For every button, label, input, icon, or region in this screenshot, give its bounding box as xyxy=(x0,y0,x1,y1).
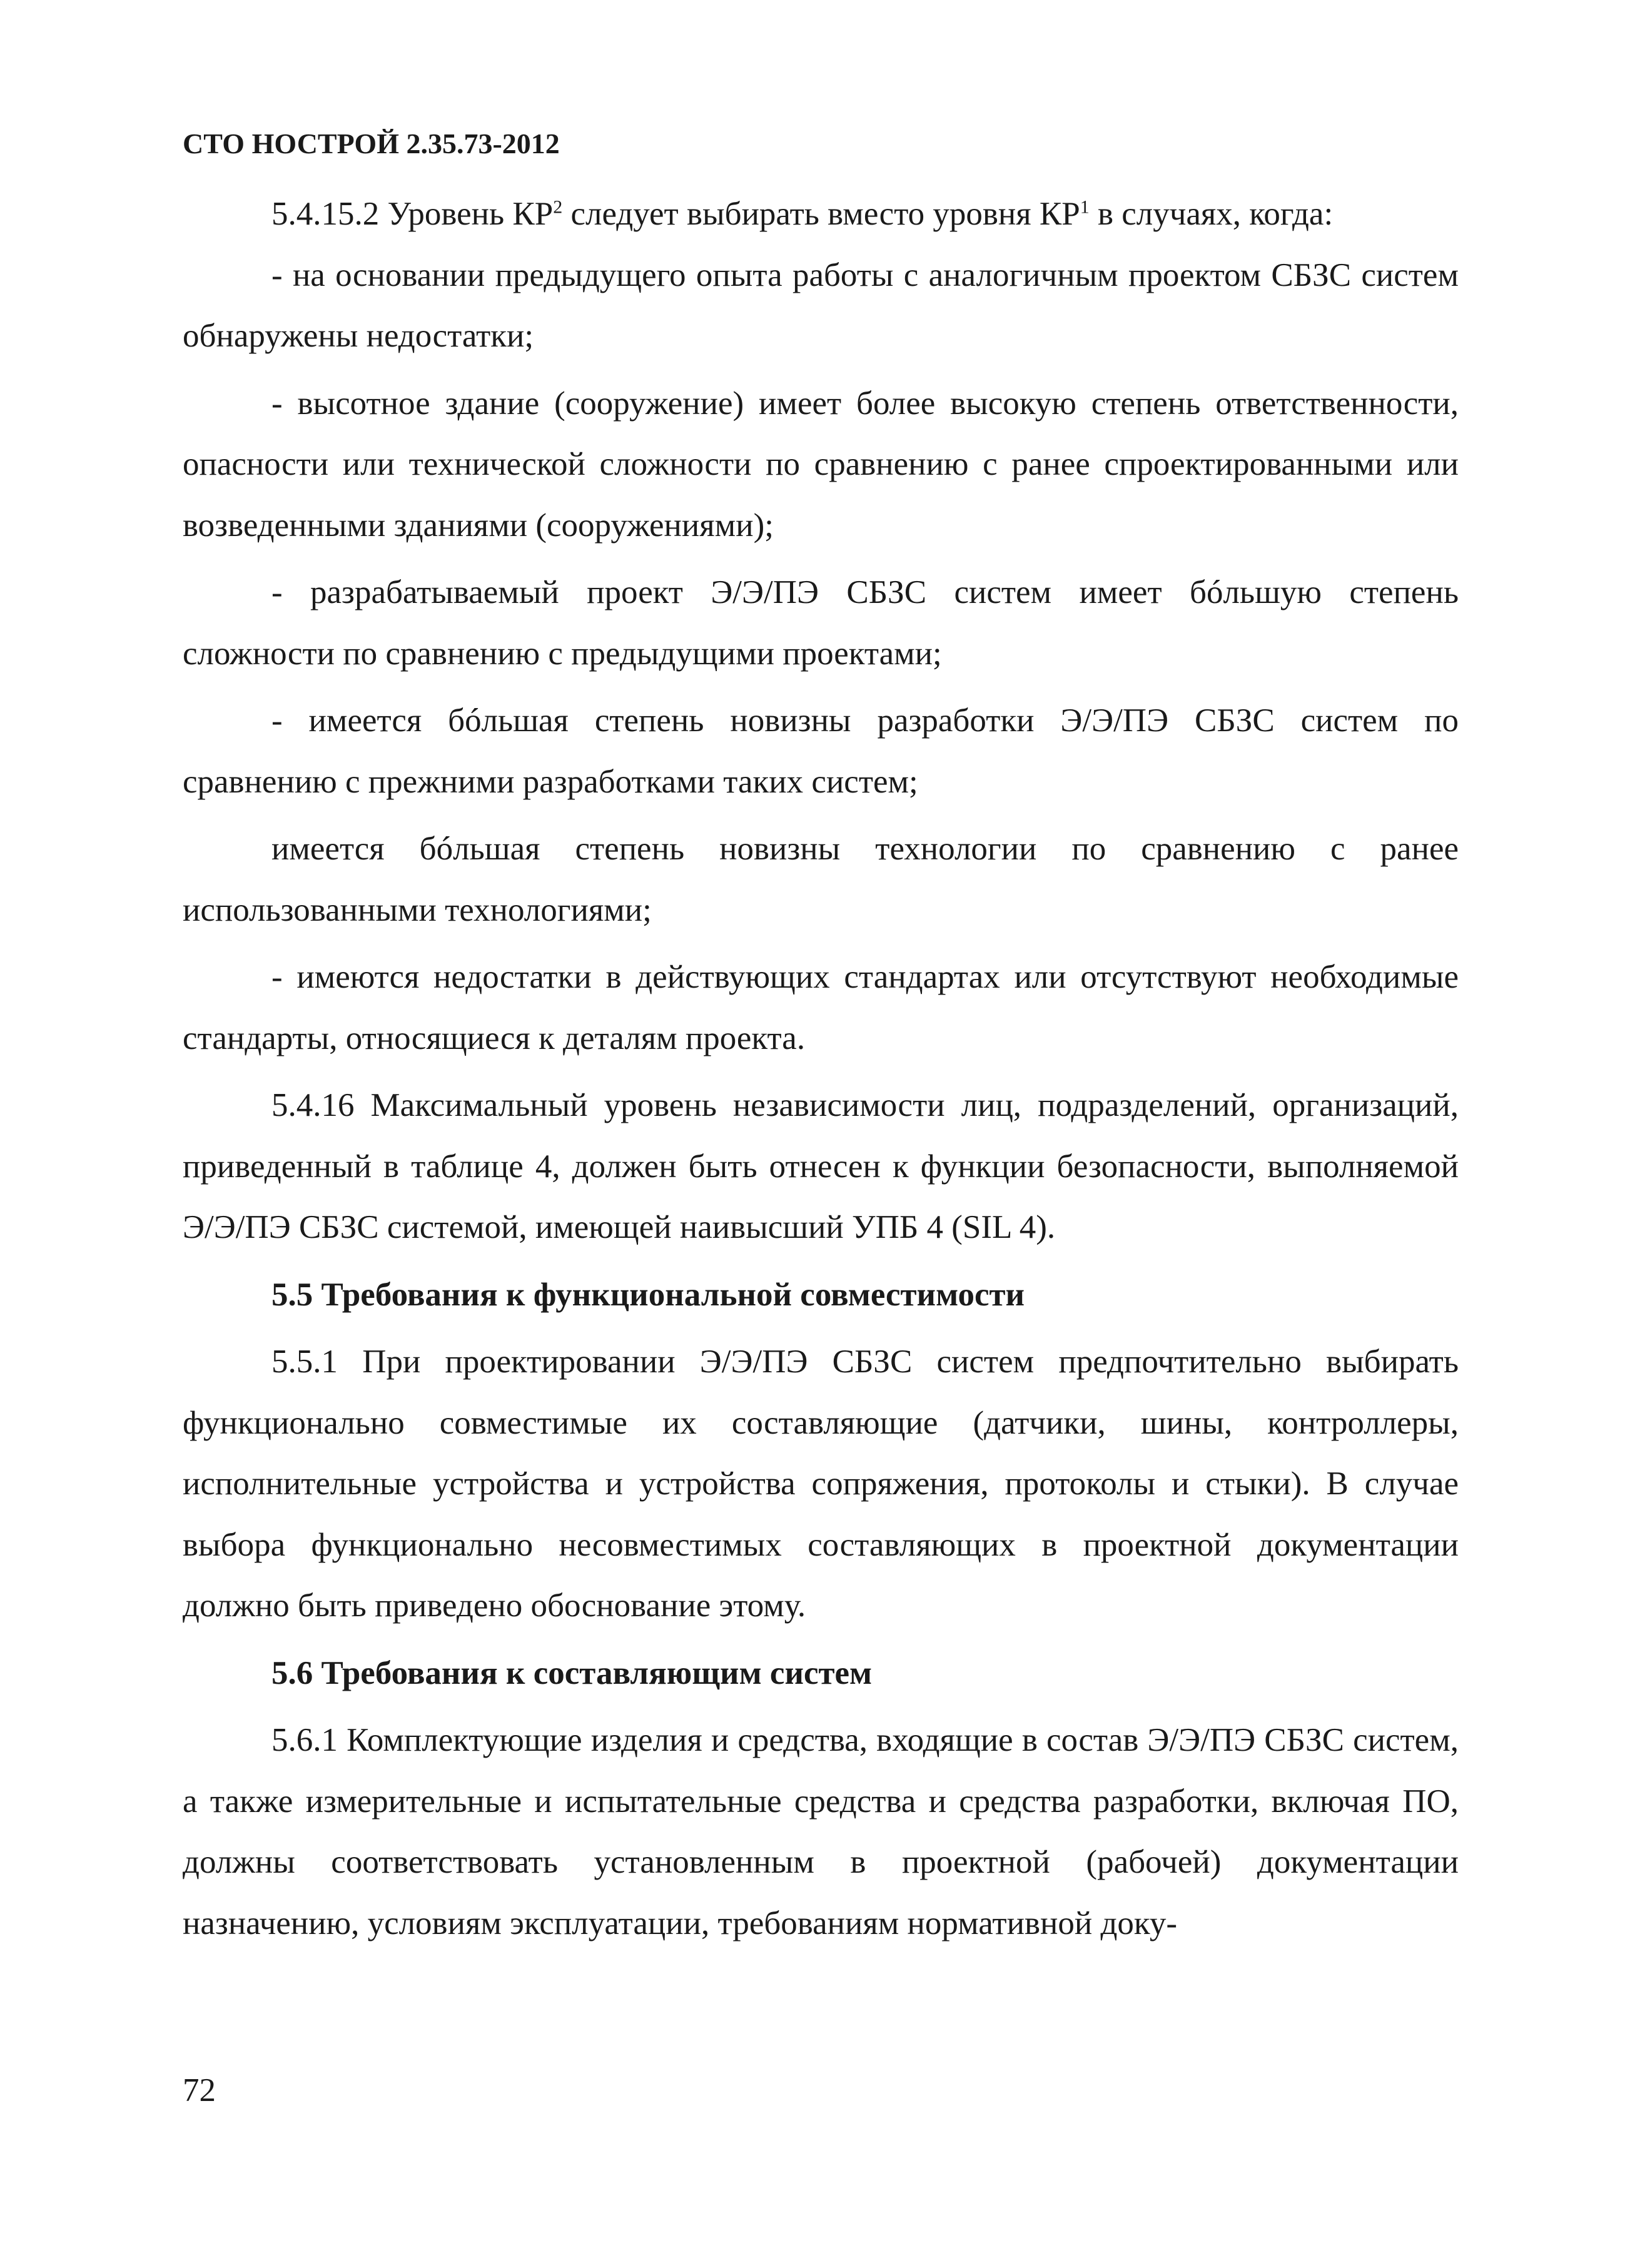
paragraph-5-5-1: 5.5.1 При проектировании Э/Э/ПЭ СБЗС систем предпочтительно выбирать функционально совместимые их составляющие (датчики, шины, контроллеры, исполнительные устройства и устройства сопряжения, протоколы и стыки). В случае выбора функционально несовместимых составляющих в проектной документации должно быть приведено обоснование этому. xyxy=(183,1344,1459,1624)
section-heading-5-5: 5.5 Требования к функциональной совместимости xyxy=(271,1276,1025,1313)
superscript: 1 xyxy=(1080,196,1090,218)
paragraph-5-4-15-2 xyxy=(183,184,1459,245)
list-item: - имеются недостатки в действующих стандартах или отсутствуют необходимые стандарты, относящиеся к деталям проекта. xyxy=(183,959,1459,1056)
document-page xyxy=(183,125,1459,2189)
list-item: имеется бóльшая степень новизны технологии по сравнению с ранее использованными технологиями; xyxy=(183,831,1459,928)
paragraph-text: в случаях, когда: xyxy=(1089,196,1334,232)
list-item: - на основании предыдущего опыта работы с аналогичным проектом СБЗС систем обнаружены недостатки; xyxy=(183,256,1459,354)
list-item: - разрабатываемый проект Э/Э/ПЭ СБЗС систем имеет бóльшую степень сложности по сравнению с предыдущими проектами; xyxy=(183,574,1459,672)
list-item: - имеется бóльшая степень новизны разработки Э/Э/ПЭ СБЗС систем по сравнению с прежними разработками таких систем; xyxy=(183,702,1459,800)
section-heading-5-6: 5.6 Требования к составляющим систем xyxy=(271,1654,873,1691)
paragraph-5-4-16: 5.4.16 Максимальный уровень независимости лиц, подразделений, организаций, приведенный в таблице 4, должен быть отнесен к функции безопасности, выполняемой Э/Э/ПЭ СБЗС системой, имеющей наивысший УПБ 4 (SIL 4). xyxy=(183,1087,1459,1245)
running-header: СТО НОСТРОЙ 2.35.73-2012 xyxy=(183,128,560,159)
list-item: - высотное здание (сооружение) имеет более высокую степень ответственности, опасности или технической сложности по сравнению с ранее спроектированными или возведенными зданиями (сооружениями); xyxy=(183,385,1459,544)
page-number: 72 xyxy=(183,2072,216,2109)
document-body xyxy=(183,184,1459,1954)
superscript: 2 xyxy=(553,196,563,218)
paragraph-text: следует выбирать вместо уровня КР xyxy=(562,196,1080,232)
paragraph-text: 5.4.15.2 Уровень КР xyxy=(271,196,554,232)
paragraph-5-6-1: 5.6.1 Комплектующие изделия и средства, входящие в состав Э/Э/ПЭ СБЗС систем, а также измерительные и испытательные средства и средства разработки, включая ПО, должны соответствовать установленным в проектной (рабочей) документации назначению, условиям эксплуатации, требованиям нормативной доку- xyxy=(183,1722,1459,1941)
